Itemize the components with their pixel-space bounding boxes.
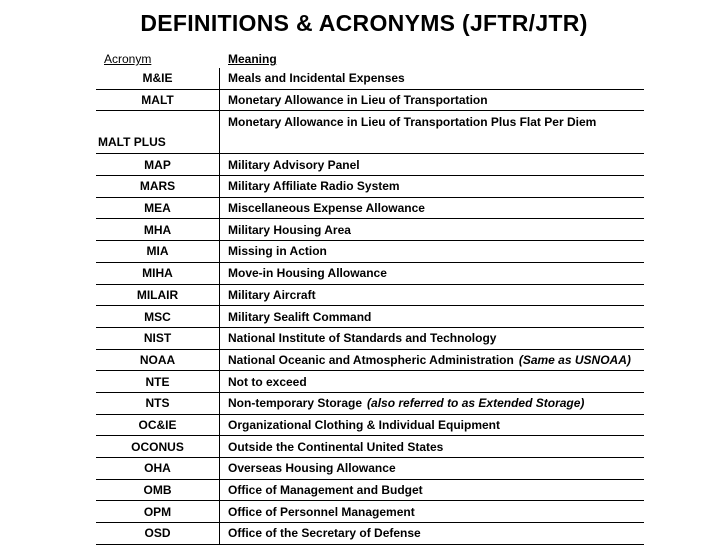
table-body — [96, 68, 644, 545]
acronym-cell: OC&IE — [96, 415, 220, 436]
acronym-cell: MILAIR — [96, 285, 220, 306]
meaning-cell — [220, 219, 644, 240]
meaning-text: Overseas Housing Allowance — [228, 461, 396, 476]
meaning-text: Move-in Housing Allowance — [228, 266, 387, 281]
meaning-text: Office of Management and Budget — [228, 483, 423, 498]
acronym-cell: OCONUS — [96, 436, 220, 457]
header-meaning — [220, 50, 644, 68]
acronym-cell: OMB — [96, 480, 220, 501]
meaning-cell — [220, 241, 644, 262]
acronym-cell: MALT — [96, 90, 220, 111]
meaning-cell — [220, 501, 644, 522]
meaning-cell — [220, 263, 644, 284]
meaning-cell — [220, 198, 644, 219]
acronym-cell: OHA — [96, 458, 220, 479]
table-row — [96, 111, 644, 154]
meaning-text: Monetary Allowance in Lieu of Transportation Plus Flat Per Diem — [228, 115, 597, 130]
acronym-table — [96, 50, 644, 545]
table-row — [96, 285, 644, 307]
table-row — [96, 154, 644, 176]
table-row — [96, 176, 644, 198]
meaning-note: (also referred to as Extended Storage) — [367, 396, 585, 411]
acronym-cell: NOAA — [96, 350, 220, 371]
acronym-cell: MIA — [96, 241, 220, 262]
meaning-text: Missing in Action — [228, 244, 327, 259]
acronym-cell: MEA — [96, 198, 220, 219]
table-row — [96, 263, 644, 285]
acronym-cell: MIHA — [96, 263, 220, 284]
acronym-cell: OSD — [96, 523, 220, 544]
table-row — [96, 68, 644, 90]
meaning-cell — [220, 393, 644, 414]
page-title: DEFINITIONS & ACRONYMS (JFTR/JTR) — [140, 10, 588, 36]
meaning-cell — [220, 111, 644, 153]
table-row — [96, 458, 644, 480]
meaning-cell — [220, 436, 644, 457]
acronym-cell: M&IE — [96, 68, 220, 89]
acronym-cell: MSC — [96, 306, 220, 327]
acronym-cell: NTE — [96, 371, 220, 392]
header-acronym: Acronym — [104, 52, 152, 66]
table-row — [96, 219, 644, 241]
meaning-cell — [220, 350, 644, 371]
meaning-cell — [220, 176, 644, 197]
meaning-cell — [220, 90, 644, 111]
table-row — [96, 501, 644, 523]
meaning-text: National Institute of Standards and Technology — [228, 331, 497, 346]
meaning-text: Military Affiliate Radio System — [228, 179, 400, 194]
meaning-text: Non-temporary Storage — [228, 396, 363, 411]
meaning-text: Miscellaneous Expense Allowance — [228, 201, 425, 216]
meaning-text: Office of Personnel Management — [228, 504, 415, 519]
meaning-cell — [220, 371, 644, 392]
meaning-text: Military Housing Area — [228, 222, 351, 237]
meaning-cell — [220, 523, 644, 544]
meaning-note: (Same as USNOAA) — [518, 352, 631, 367]
acronym-cell: MALT PLUS — [96, 111, 220, 153]
meaning-text: Military Aircraft — [228, 287, 316, 302]
meaning-cell — [220, 328, 644, 349]
meaning-text: Outside the Continental United States — [228, 439, 444, 454]
table-row — [96, 393, 644, 415]
meaning-text: Not to exceed — [228, 374, 307, 389]
table-row — [96, 415, 644, 437]
meaning-text: Office of the Secretary of Defense — [228, 526, 421, 541]
meaning-text: Military Advisory Panel — [228, 157, 360, 172]
meaning-text: Organizational Clothing & Individual Equipment — [228, 417, 500, 432]
meaning-text: Meals and Incidental Expenses — [228, 71, 405, 86]
acronym-cell: MAP — [96, 154, 220, 175]
acronym-cell: OPM — [96, 501, 220, 522]
table-row — [96, 198, 644, 220]
meaning-cell — [220, 285, 644, 306]
table-row — [96, 241, 644, 263]
meaning-cell — [220, 458, 644, 479]
table-row — [96, 371, 644, 393]
table-row — [96, 90, 644, 112]
table-row — [96, 306, 644, 328]
table-row — [96, 350, 644, 372]
table-row — [96, 436, 644, 458]
table-row — [96, 328, 644, 350]
meaning-cell — [220, 415, 644, 436]
meaning-cell — [220, 480, 644, 501]
meaning-cell — [220, 68, 644, 89]
header-meaning-label: Meaning — [228, 52, 277, 66]
table-row — [96, 523, 644, 545]
table-header-row — [96, 50, 644, 68]
meaning-cell — [220, 154, 644, 175]
acronym-cell: NIST — [96, 328, 220, 349]
acronym-cell: NTS — [96, 393, 220, 414]
meaning-cell — [220, 306, 644, 327]
table-row — [96, 480, 644, 502]
meaning-text: Military Sealift Command — [228, 309, 372, 324]
acronym-cell: MARS — [96, 176, 220, 197]
meaning-text: Monetary Allowance in Lieu of Transportation — [228, 93, 488, 108]
meaning-text: National Oceanic and Atmospheric Administration — [228, 352, 514, 367]
acronym-cell: MHA — [96, 219, 220, 240]
